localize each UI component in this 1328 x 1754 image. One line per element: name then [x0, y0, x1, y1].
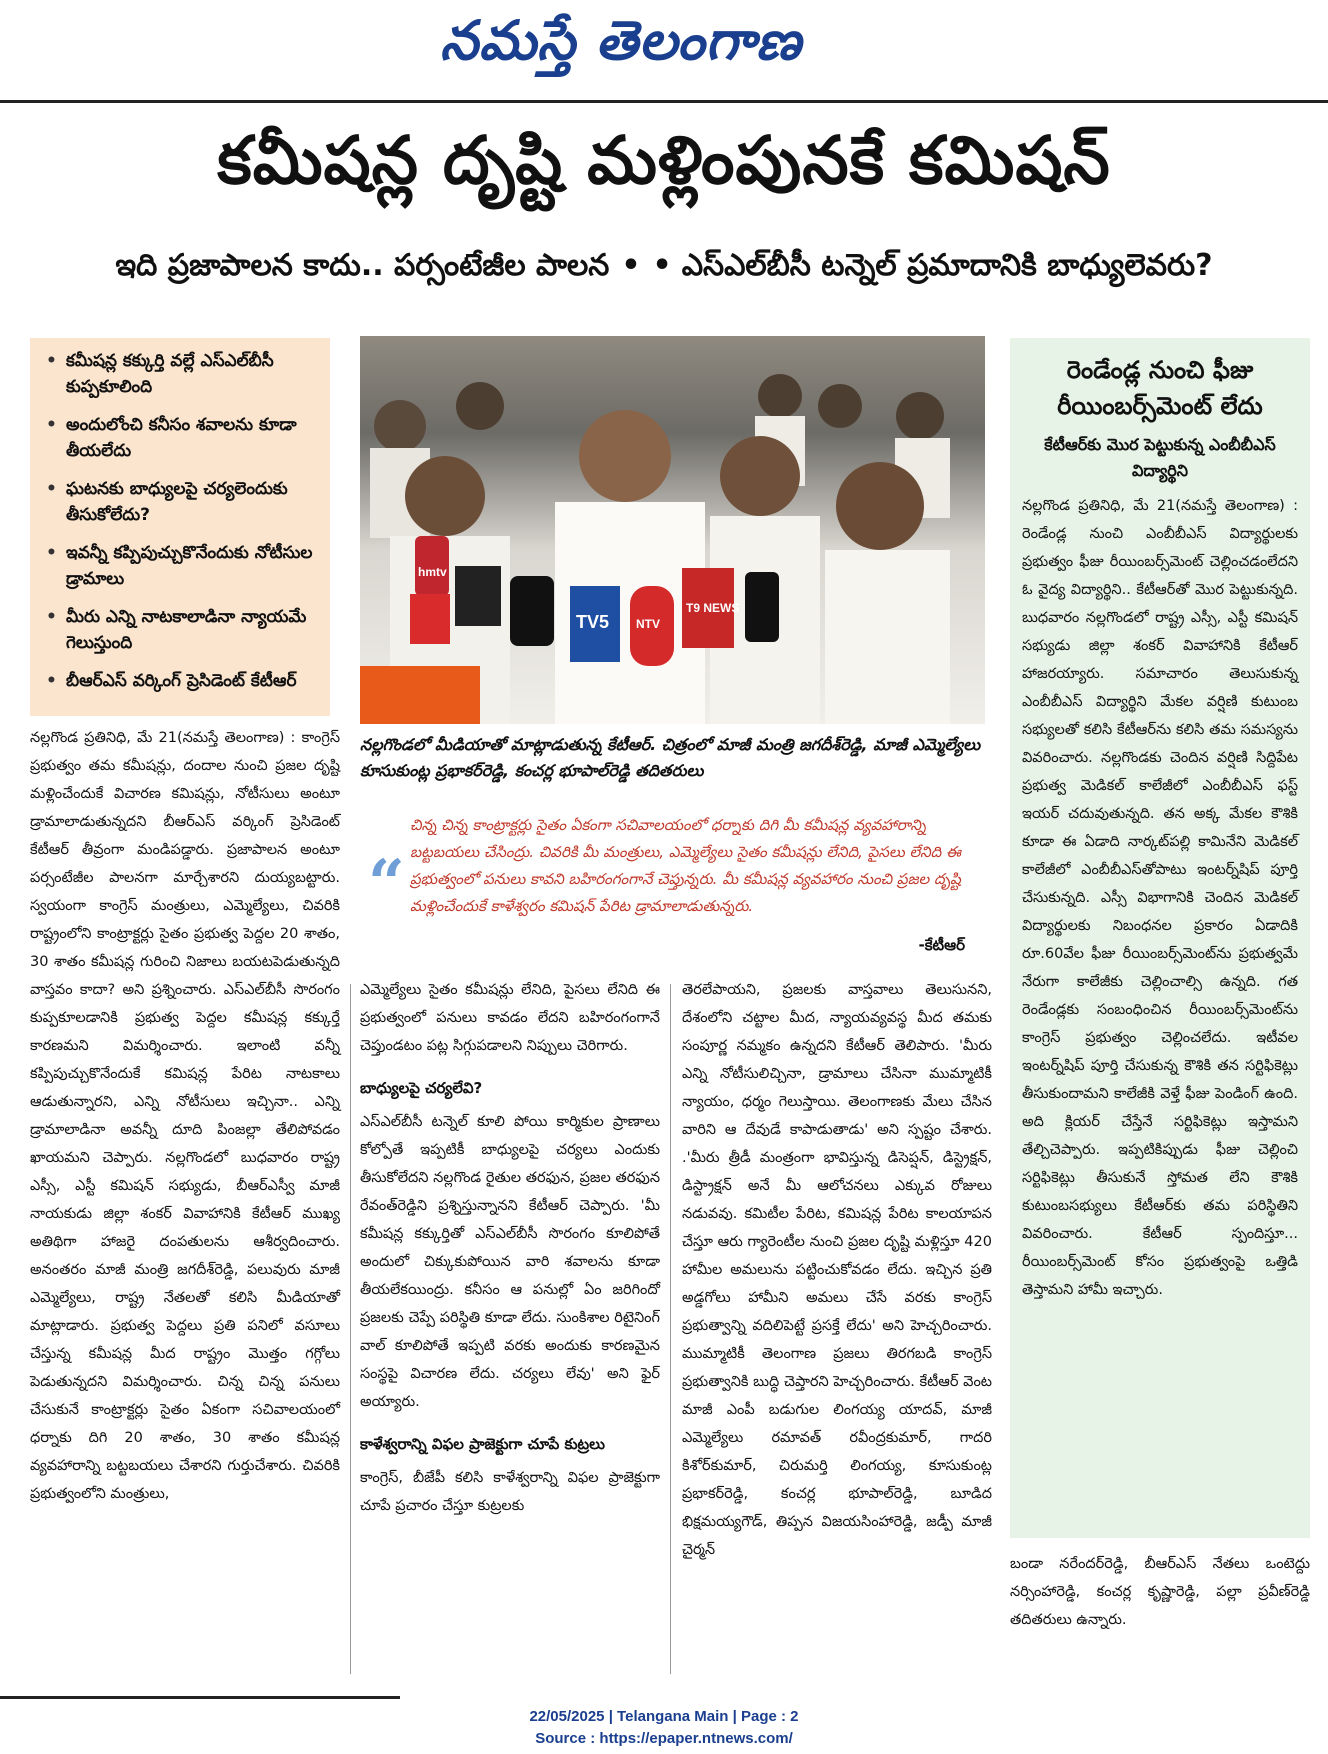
bullet-icon: •	[46, 671, 57, 691]
footer-source: Source : https://epaper.ntnews.com/	[535, 1730, 793, 1747]
article-paragraph: కాంగ్రెస్, బీజేపీ కలిసి కాళేశ్వరాన్ని విఫల ప్రాజెక్టుగా చూపే ప్రచారం చేస్తూ కుట్రలకు	[360, 1470, 660, 1514]
bullet-icon: •	[46, 479, 57, 499]
article-paragraph: తెరలేపాయని, ప్రజలకు వాస్తవాలు తెలుసునని, దేశంలోని చట్టాల మీద, న్యాయవ్యవస్థ మీద తమకు సంపూర్ణ నమ్మకం ఉన్నదని కేటీఆర్ తెలిపారు. 'మీరు ఎన్ని నోటీసులిచ్చినా, డ్రామాలు చేసినా ముమ్మాటికీ న్యాయం, ధర్మం గెలుస్తాయి. తెలంగాణకు మేలు చేసిన వారిని ఆ దేవుడే కాపాడుతాడు' అని స్పష్టం చేశారు. .'మీరు త్రీడీ మంత్రంగా భావిస్తున్న డిసెప్షన్, డిస్ట్రెక్షన్, డిస్ట్రాక్షన్ అనే మీ ఆలోచనలు ఎక్కువ రోజులు నడువవు. కమిటీల పేరిట, కమిషన్ల పేరిట కాలయాపన చేస్తూ ఆరు గ్యారెంటీల నుంచి ప్రజల దృష్టి మళ్లిస్తూ 420 హామీల అమలును పట్టించుకోవడం లేదు. ఇచ్చిన ప్రతి అడ్డగోలు హామీని అమలు చేసే వరకు కాంగ్రెస్ ప్రభుత్వాన్ని వదిలిపెట్టే ప్రసక్తే లేదు' అని హెచ్చరించారు. ముమ్మాటికీ తెలంగాణ ప్రజలు తిరగబడి కాంగ్రెస్ ప్రభుత్వానికి బుద్ధి చెప్తారని హెచ్చరించారు. కేటీఆర్ వెంట మాజీ ఎంపీ బడుగుల లింగయ్య యాదవ్, మాజీ ఎమ్మెల్యేలు రమావత్ రవీంద్రకుమార్, గాదరి కిశోర్‌కుమార్, చిరుమర్తి లింగయ్య, కూసుకుంట్ల ప్రభాకర్‌రెడ్డి, కంచర్ల భూపాల్‌రెడ్డి, బూడిద భిక్షమయ్యగౌడ్, తిప్పన విజయసింహారెడ్డి, జడ్పీ మాజీ చైర్మన్	[682, 982, 992, 1558]
svg-text:TV5: TV5	[576, 612, 610, 632]
highlight-item: • అందులోంచి కనీసం శవాలను కూడా తీయలేదు	[44, 412, 320, 464]
sidebar-story	[1010, 338, 1310, 1538]
footer-rule	[0, 1696, 400, 1699]
headline: కమీషన్ల దృష్టి మళ్లింపునకే కమిషన్	[217, 122, 1111, 199]
page-footer	[0, 1706, 1328, 1750]
highlights-box	[30, 338, 330, 716]
bullet-icon: •	[46, 607, 57, 627]
masthead-rule	[0, 100, 1328, 103]
column-divider	[350, 984, 351, 1674]
subheadline	[20, 248, 1308, 290]
highlight-item: • కమీషన్ల కక్కుర్తి వల్లే ఎస్ఎల్‌బీసీ కుప్పకూలింది	[44, 348, 320, 400]
column-divider	[670, 984, 671, 1674]
highlight-item: • బీఆర్ఎస్ వర్కింగ్ ప్రెసిడెంట్ కేటీఆర్	[44, 668, 320, 694]
sidebar-subtitle: కేటీఆర్‌కు మొర పెట్టుకున్న ఎంబీబీఎస్ విద్యార్థిని	[1044, 435, 1276, 480]
pull-quote	[360, 812, 985, 962]
svg-text:NTV: NTV	[636, 617, 660, 631]
section-subheading: బాధ్యులపై చర్యలేవి?	[360, 1079, 483, 1097]
svg-text:hmtv: hmtv	[418, 565, 447, 579]
section-subheading: కాళేశ్వరాన్ని విఫల ప్రాజెక్టుగా చూపే కుట్రలు	[360, 1435, 605, 1453]
subhead-left: ఇది ప్రజాపాలన కాదు.. పర్సంటేజీల పాలన	[115, 248, 610, 283]
bullet-icon: •	[46, 415, 57, 435]
highlight-item: • మీరు ఎన్ని నాటకాలాడినా న్యాయమే గెలుస్తుంది	[44, 604, 320, 656]
subhead-right: ఎస్ఎల్‌బీసీ టన్నెల్ ప్రమాదానికి బాధ్యులెవరు?	[681, 248, 1213, 283]
article-paragraph: ఎస్ఎల్‌బీసీ టన్నెల్ కూలి పోయి కార్మికుల ప్రాణాలు కోల్పోతే ఇప్పటికీ బాధ్యులపై చర్యలు ఎందుకు తీసుకోలేదని నల్లగొండ రైతుల తరఫున, ప్రజల తరఫున రేవంత్‌రెడ్డిని ప్రశ్నిస్తున్నానని కేటీఆర్ చెప్పారు. 'మీ కమీషన్ల కక్కుర్తితో ఎస్ఎల్‌బీసీ సొరంగం కూలిపోతే అందులో చిక్కుకుపోయిన వారి శవాలను కూడా తీయలేకయింద్రు. కనీసం ఆ పనుల్లో ఏం జరిగిందో ప్రజలకు చెప్పే పరిస్థితి కూడా లేదు. సుంకిశాల రిటైనింగ్ వాల్ కూలిపోతే ఇప్పటి వరకు అందుకు కారణమైన సంస్థపై విచారణ లేదు. చర్యలు లేవు' అని ఫైర్ అయ్యారు.	[360, 1114, 660, 1410]
highlight-item: • ఇవన్నీ కప్పిపుచ్చుకొనేందుకు నోటీసుల డ్రామాలు	[44, 540, 320, 592]
bullet-icon: •	[621, 248, 641, 283]
article-column-1	[30, 724, 340, 1508]
news-photo	[360, 336, 985, 724]
article-paragraph: నల్లగొండ ప్రతినిధి, మే 21(నమస్తే తెలంగాణ) : కాంగ్రెస్ ప్రభుత్వం తమ కమీషన్లు, దందాల నుంచి ప్రజల దృష్టి మళ్లించేందుకే విచారణ కమిషన్లు, నోటీసులు అంటూ డ్రామాలాడుతున్నదని బీఆర్ఎస్ వర్కింగ్ ప్రెసిడెంట్ కేటీఆర్ తీవ్రంగా మండిపడ్డారు. ప్రజాపాలన అంటూ పర్సంటేజీల పాలనగా మార్చేశారని దుయ్యబట్టారు. స్వయంగా కాంగ్రెస్ మంత్రులు, ఎమ్మెల్యేలు, చివరికి రాష్ట్రంలోని కాంట్రాక్టర్లు సైతం ప్రభుత్వ పెద్దల 20 శాతం, 30 శాతం కమీషన్ల గురించి నిజాలు బయటపెడుతున్నది వాస్తవం కాదా? అని ప్రశ్నించారు. ఎస్ఎల్‌బీసీ సొరంగం కుప్పకూలడానికి ప్రభుత్వ పెద్దల కమీషన్ల కక్కుర్తే కారణమని విమర్శించారు. ఇలాంటి వన్నీ కప్పిపుచ్చుకొనేందుకే కమిషన్ల పేరిట నాటకాలు ఆడుతున్నారని, ఎన్ని నోటీసులు ఇచ్చినా.. ఎన్ని డ్రామాలాడినా అవన్నీ దూది పింజల్లా తేలిపోవడం ఖాయమని చెప్పారు. నల్లగొండలో బుధవారం రాష్ట్ర ఎస్సీ, ఎస్టీ కమిషన్ సభ్యుడు, బీఆర్ఎస్వీ మాజీ నాయకుడు జిల్లా శంకర్ వివాహానికి కేటీఆర్ ముఖ్య అతిథిగా హాజరై దంపతులను ఆశీర్వదించారు. అనంతరం మాజీ మంత్రి జగదీశ్‌రెడ్డి, పలువురు మాజీ ఎమ్మెల్యేలు, రాష్ట్ర నేతలతో కలిసి మీడియాతో మాట్లాడారు. ప్రభుత్వ పెద్దలు ప్రతి పనిలో వసూలు చేస్తున్న కమీషన్ల మీద రాష్ట్రం మొత్తం గగ్గోలు పెడుతున్నదని విమర్శించారు. చిన్న చిన్న పనులు చేసుకునే కాంట్రాక్టర్లు సైతం ఏకంగా సచివాలయంలో ధర్నాకు దిగి 20 శాతం, 30 శాతం కమీషన్ల వ్యవహారాన్ని బట్టబయలు చేశారని గుర్తుచేశారు. చివరికి ప్రభుత్వంలోని మంత్రులు,	[30, 730, 340, 1502]
sidebar-body: నల్లగొండ ప్రతినిధి, మే 21(నమస్తే తెలంగాణ) : రెండేండ్ల నుంచి ఎంబీబీఎస్ విద్యార్థులకు ప్రభుత్వం ఫీజు రీయింబర్స్‌మెంట్ చెల్లించడంలేదని ఓ వైద్య విద్యార్థిని.. కేటీఆర్‌తో మొర పెట్టుకున్నది. బుధవారం నల్లగొండలో రాష్ట్ర ఎస్సీ, ఎస్టీ కమిషన్ సభ్యుడు జిల్లా శంకర్ వివాహానికి కేటీఆర్ హాజరయ్యారు. సమాచారం తెలుసుకున్న ఎంబీబీఎస్ విద్యార్థిని మేకల వర్షిణి కుటుంబ సభ్యులతో కలిసి కేటీఆర్‌ను కలిసి తమ సమస్యను వివరించారు. నల్లగొండకు చెందిన వర్షిణి సిద్దిపేట ప్రభుత్వ మెడికల్ కాలేజీలో ఎంబీబీఎస్ ఫస్ట్ ఇయర్ చదువుతున్నది. తన అక్క మేకల కౌశికి కూడా ఈ ఏడాది నార్కట్‌పల్లి కామినేని మెడికల్ కాలేజీలో ఎంబీబీఎస్‌తోపాటు ఇంటర్న్‌షిప్ పూర్తి చేసుకున్నది. ఎస్సీ విభాగానికి చెందిన మెడికల్ విద్యార్థులకు నిబంధనల ప్రకారం ఏడాదికి రూ.60వేల ఫీజు రీయింబర్స్‌మెంట్‌ను ప్రభుత్వమే నేరుగా కాలేజీకు చెల్లించాల్సి ఉన్నది. గత రెండేండ్లకు సంబంధించిన రీయింబర్స్‌మెంట్‌ను కాంగ్రెస్ ప్రభుత్వం చెల్లించలేదు. ఇటీవల ఇంటర్న్‌షిప్ పూర్తి చేసుకున్న కౌశికి తన సర్టిఫికెట్లు తీసుకుందామని కాలేజీకి వెళ్తే ఫీజు పెండింగ్ ఉంది. అది క్లియర్ చేస్తేనే సర్టిఫికెట్లు ఇస్తామని తేల్చిచెప్పారు. ఇప్పటికిప్పుడు ఫీజు చెల్లించి సర్టిఫికెట్లు తీసుకునే స్తోమత లేని కౌశికి కుటుంబసభ్యులు కేటీఆర్‌కు తమ పరిస్థితిని వివరించారు. కేటీఆర్ స్పందిస్తూ... రీయింబర్స్‌మెంట్ కోసం ప్రభుత్వంపై ఒత్తిడి తెస్తామని హామీ ఇచ్చారు.	[1022, 498, 1298, 1298]
article-column-2	[360, 976, 660, 1520]
article-paragraph: ఎమ్మెల్యేలు సైతం కమీషన్లు లేనిది, పైసలు లేనిది ఈ ప్రభుత్వంలో పనులు కావడం లేదని బహిరంగంగానే చెప్తుండటం పట్ల సిగ్గుపడాలని నిప్పులు చెరిగారు.	[360, 982, 660, 1054]
masthead	[0, 0, 1328, 100]
photo-illustration	[360, 336, 985, 724]
bullet-icon: •	[46, 543, 57, 563]
quote-text: చిన్న చిన్న కాంట్రాక్టర్లు సైతం ఏకంగా సచివాలయంలో ధర్నాకు దిగి మీ కమీషన్ల వ్యవహారాన్ని బట్టబయలు చేసింద్రు. చివరికి మీ మంత్రులు, ఎమ్మెల్యేలు సైతం కమీషన్లు లేనిది, పైసలు లేనిది ఈ ప్రభుత్వంలో పనులు కావని బహిరంగంగానే చెప్తున్నరు. మీ కమీషన్ల వ్యవహారం నుంచి ప్రజల దృష్టి మళ్లించేందుకే కాళేశ్వరం కమిషన్ పేరిట డ్రామాలాడుతున్నరు.	[410, 816, 961, 915]
sidebar-title: రెండేండ్ల నుంచి ఫీజు రీయింబర్స్‌మెంట్ లేదు	[1057, 356, 1263, 420]
article-column-3	[682, 976, 992, 1564]
svg-text:T9 NEWS: T9 NEWS	[686, 601, 740, 615]
quote-author: -కేటీఆర్	[918, 936, 965, 954]
article-column-4-continuation	[1010, 1550, 1310, 1634]
quote-icon: “	[368, 846, 405, 921]
footer-edition: 22/05/2025 | Telangana Main | Page : 2	[529, 1708, 799, 1725]
bullet-icon: •	[652, 248, 672, 283]
photo-caption: నల్లగొండలో మీడియాతో మాట్లాడుతున్న కేటీఆర్. చిత్రంలో మాజీ మంత్రి జగదీశ్‌రెడ్డి, మాజీ ఎమ్మెల్యేలు కూసుకుంట్ల ప్రభాకర్‌రెడ్డి, కంచర్ల భూపాల్‌రెడ్డి తదితరులు	[360, 735, 981, 780]
article-paragraph: బండా నరేందర్‌రెడ్డి, బీఆర్ఎస్ నేతలు ఒంటెద్దు నర్సింహారెడ్డి, కంచర్ల కృష్ణారెడ్డి, పల్లా ప్రవీణ్‌రెడ్డి తదితరులు ఉన్నారు.	[1010, 1556, 1310, 1628]
bullet-icon: •	[46, 351, 57, 371]
newspaper-logo: నమస్తే తెలంగాణ	[440, 8, 802, 72]
highlight-item: • ఘటనకు బాధ్యులపై చర్యలెందుకు తీసుకోలేదు?	[44, 476, 320, 528]
